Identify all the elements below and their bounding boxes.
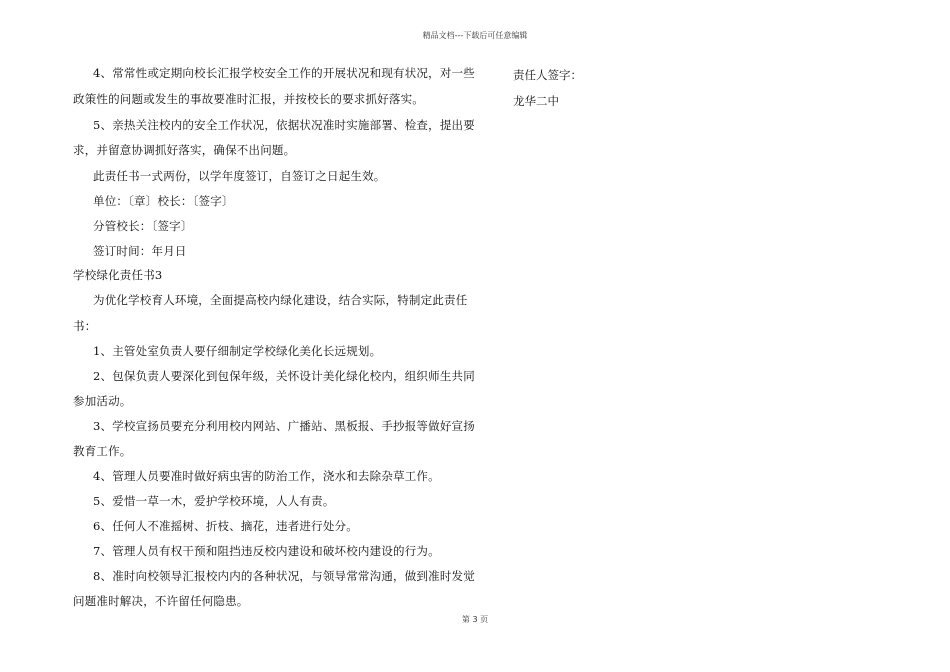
- paragraph-line: 分管校长：〔签字〕: [93, 219, 193, 233]
- paragraph-line: 签订时间：年月日: [93, 244, 187, 258]
- paragraph-line: 2、包保负责人要深化到包保年级，关怀设计美化绿化校内，组织师生共同: [93, 369, 475, 383]
- paragraph-line: 为优化学校育人环境，全面提高校内绿化建设，结合实际，特制定此责任: [93, 293, 468, 307]
- paragraph-line: 书：: [73, 319, 97, 333]
- paragraph-line: 参加活动。: [73, 394, 132, 408]
- paragraph-line: 8、准时向校领导汇报校内内的各种状况，与领导常常沟通，做到准时发觉: [93, 569, 475, 583]
- paragraph-line: 3、学校宣扬员要充分利用校内网站、广播站、黑板报、手抄报等做好宣扬: [93, 419, 475, 433]
- paragraph-line: 政策性的问题或发生的事故要准时汇报，并按校长的要求抓好落实。: [73, 92, 424, 106]
- paragraph-line: 5、爱惜一草一木，爱护学校环境，人人有责。: [93, 494, 335, 508]
- paragraph-line: 求，并留意协调抓好落实，确保不出问题。: [73, 143, 296, 157]
- paragraph-line: 此责任书一式两份，以学年度签订，自签订之日起生效。: [93, 169, 386, 183]
- paragraph-line: 教育工作。: [73, 444, 132, 458]
- paragraph-line: 问题准时解决，不许留任何隐患。: [73, 594, 249, 608]
- paragraph-line: 4、常常性或定期向校长汇报学校安全工作的开展状况和现有状况，对一些: [93, 66, 475, 80]
- paragraph-line: 单位：〔章〕校长：〔签字〕: [93, 194, 234, 208]
- paragraph-line: 1、主管处室负责人要仔细制定学校绿化美化长远规划。: [93, 344, 382, 358]
- section-title: 学校绿化责任书3: [73, 268, 163, 282]
- paragraph-line: 5、亲热关注校内的安全工作状况，依据状况准时实施部署、检查，提出要: [93, 118, 475, 132]
- school-name: 龙华二中: [513, 94, 559, 108]
- signature-label: 责任人签字：: [513, 68, 582, 82]
- paragraph-line: 4、管理人员要准时做好病虫害的防治工作，浇水和去除杂草工作。: [93, 469, 440, 483]
- page-header: 精品文档---下载后可任意编辑: [422, 31, 528, 40]
- page-number: 第 3 页: [461, 615, 489, 624]
- paragraph-line: 7、管理人员有权干预和阻挡违反校内建设和破坏校内建设的行为。: [93, 544, 440, 558]
- paragraph-line: 6、任何人不准摇树、折枝、摘花，违者进行处分。: [93, 519, 358, 533]
